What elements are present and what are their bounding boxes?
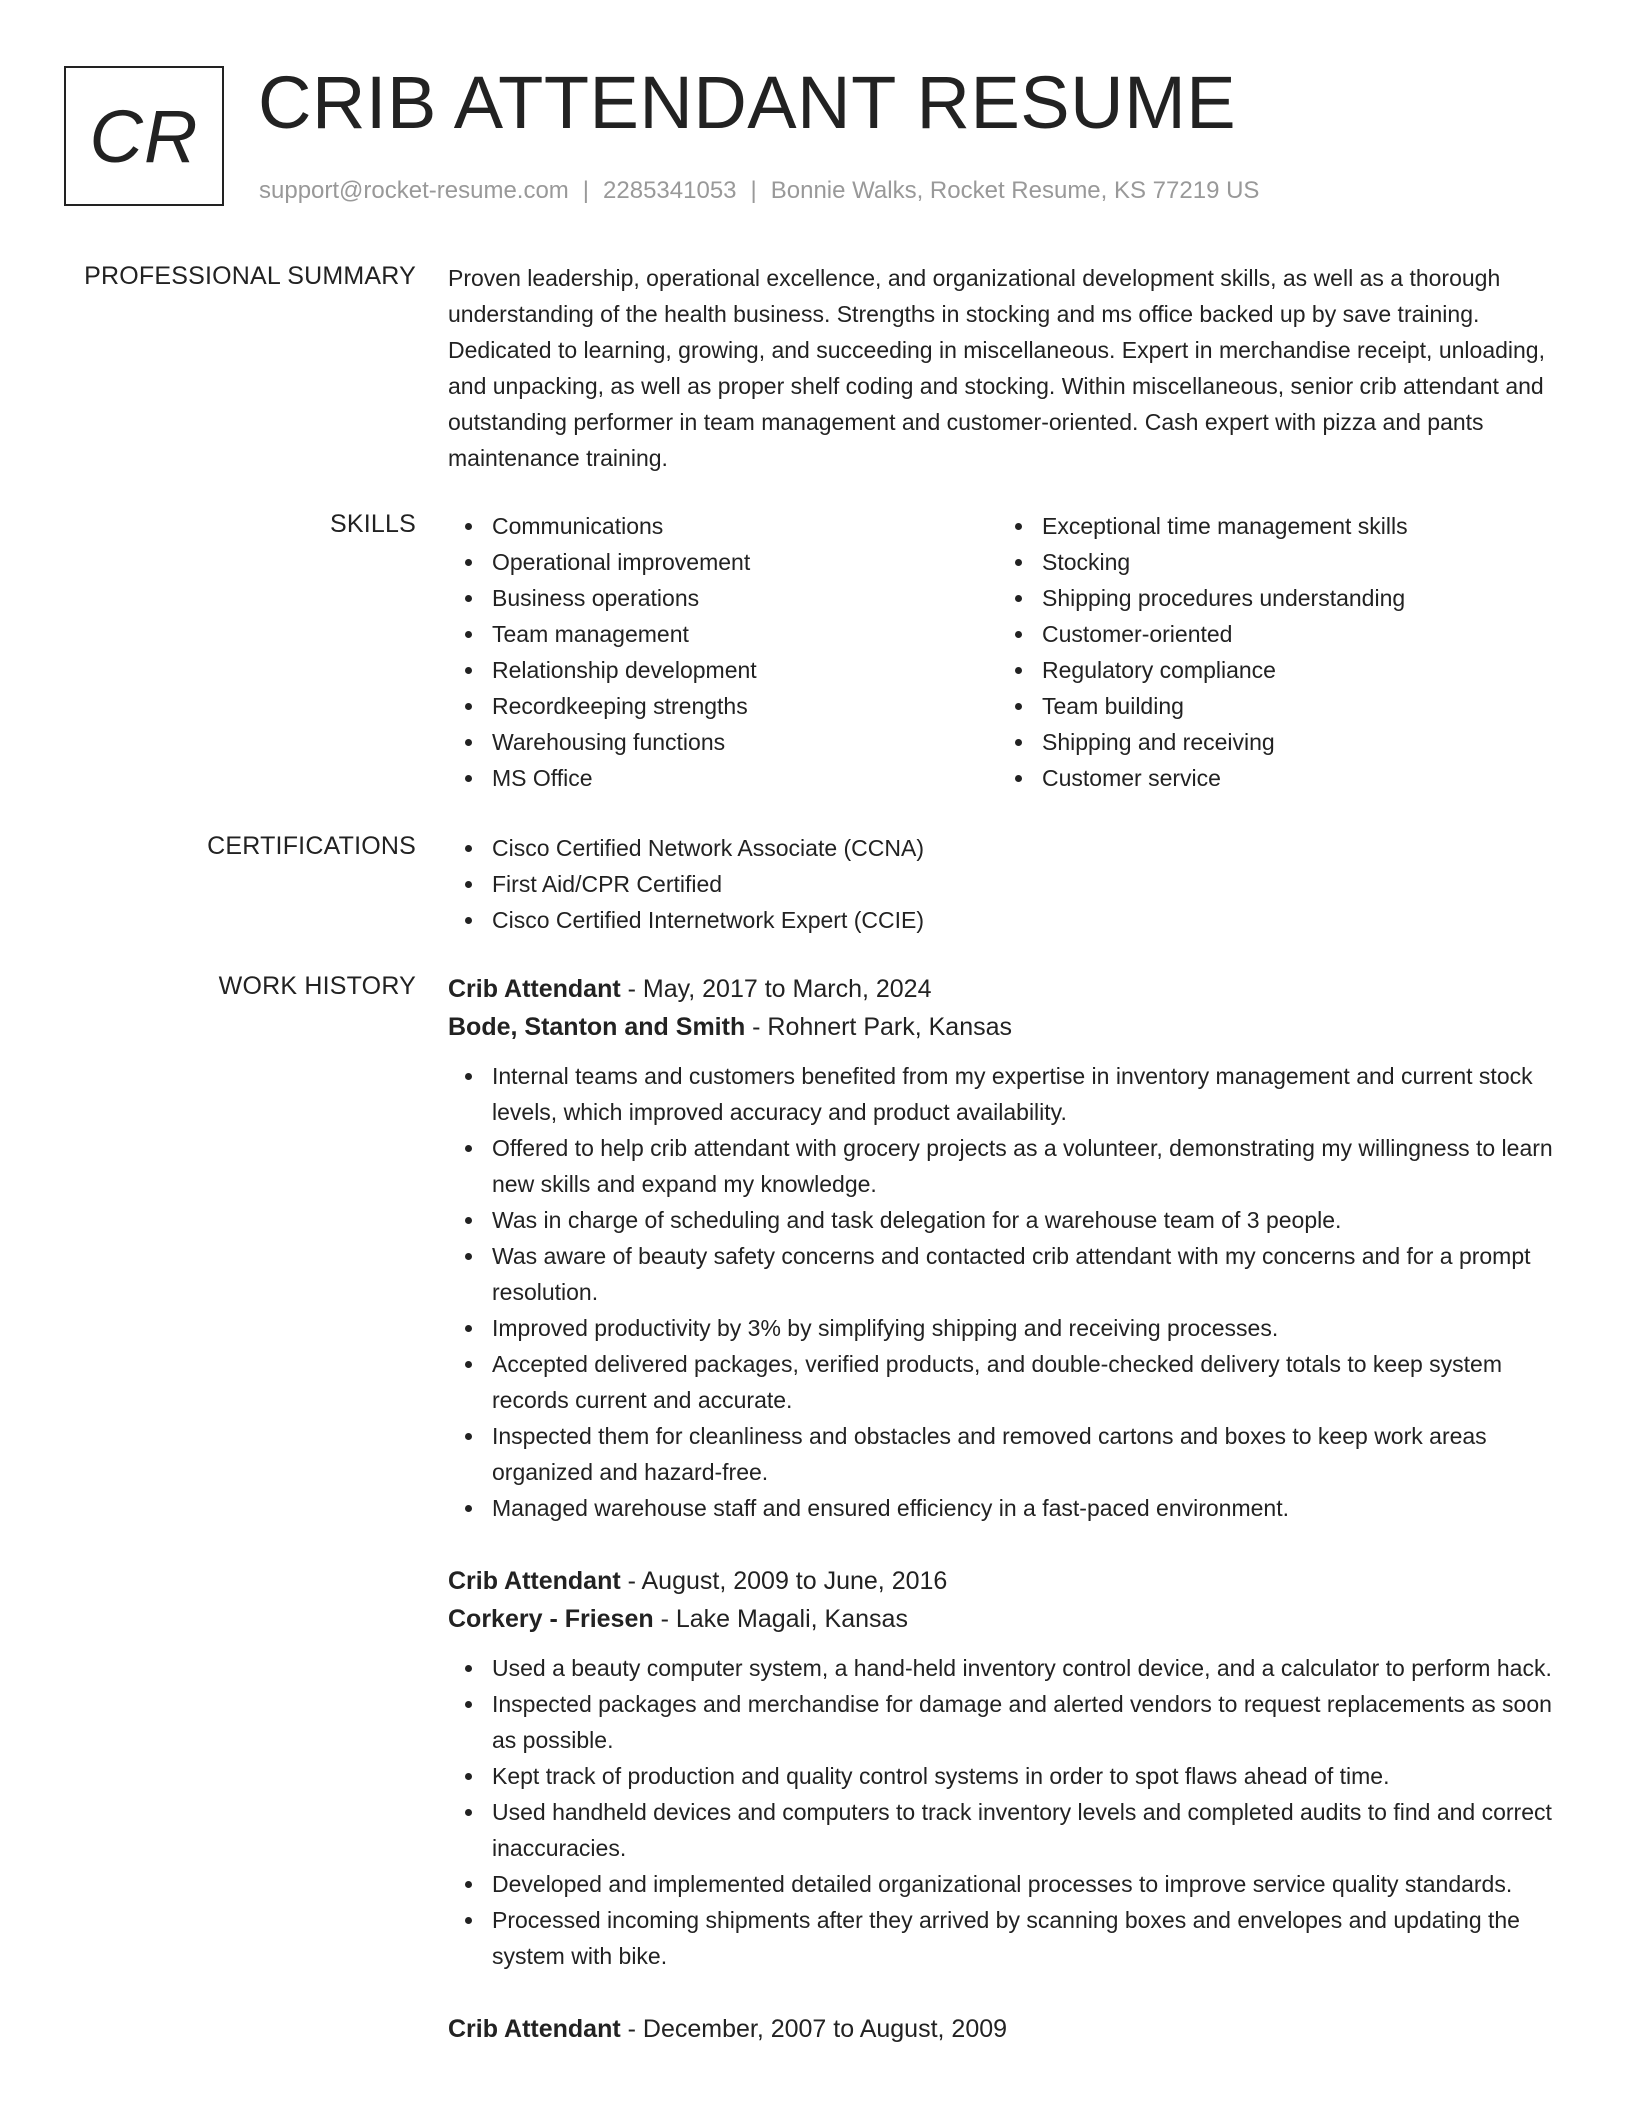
skill-item: Recordkeeping strengths [448,688,998,724]
skill-item: MS Office [448,760,998,796]
skill-item: Business operations [448,580,998,616]
skill-item: Exceptional time management skills [998,508,1548,544]
job-duty: Was aware of beauty safety concerns and contacted crib attendant with my concerns and for a prompt resolution. [448,1238,1570,1310]
skill-item: Shipping procedures understanding [998,580,1548,616]
contact-separator: | [582,177,590,204]
skill-item: Customer service [998,760,1548,796]
job-company-line [448,1600,1570,1638]
certification-item: Cisco Certified Internetwork Expert (CCIE) [448,902,1570,938]
job-duty: Processed incoming shipments after they arrived by scanning boxes and envelopes and updating the system with bike. [448,1902,1570,1974]
skill-item: Warehousing functions [448,724,998,760]
job-duty: Was in charge of scheduling and task delegation for a warehouse team of 3 people. [448,1202,1570,1238]
job-duty: Used handheld devices and computers to track inventory levels and completed audits to find and correct inaccuracies. [448,1794,1570,1866]
certifications-body [448,830,1570,938]
job-location: - Rohnert Park, Kansas [745,1013,1013,1041]
job-title: Crib Attendant [448,975,621,1003]
skills-heading: SKILLS [330,510,416,538]
monogram-logo: CR [64,66,224,206]
contact-phone: 2285341053 [603,177,737,204]
job-duty: Developed and implemented detailed organizational processes to improve service quality standards. [448,1866,1570,1902]
job-title-line [448,970,1570,1008]
skills-body [448,508,1570,796]
skill-item: Customer-oriented [998,616,1548,652]
job-duty: Kept track of production and quality control systems in order to spot flaws ahead of time. [448,1758,1570,1794]
summary-heading: PROFESSIONAL SUMMARY [84,262,416,290]
certification-item: Cisco Certified Network Associate (CCNA) [448,830,1570,866]
job-dates: - May, 2017 to March, 2024 [620,975,932,1003]
skill-item: Regulatory compliance [998,652,1548,688]
job-duty: Inspected them for cleanliness and obstacles and removed cartons and boxes to keep work areas organized and hazard-free. [448,1418,1570,1490]
work-history-heading: WORK HISTORY [218,972,416,1000]
job-title-line [448,2010,1570,2048]
job-company: Corkery - Friesen [448,1605,654,1633]
job-entry [448,2010,1570,2048]
job-company-line [448,1008,1570,1046]
job-company: Bode, Stanton and Smith [448,1013,746,1041]
job-dates: - December, 2007 to August, 2009 [620,2015,1008,2043]
skill-item: Stocking [998,544,1548,580]
page-title: CRIB ATTENDANT RESUME [258,61,1237,144]
job-duty: Used a beauty computer system, a hand-held inventory control device, and a calculator to perform hack. [448,1650,1570,1686]
job-duty: Improved productivity by 3% by simplifying shipping and receiving processes. [448,1310,1570,1346]
job-duty: Offered to help crib attendant with grocery projects as a volunteer, demonstrating my willingness to learn new skills and expand my knowledge. [448,1130,1570,1202]
job-title-line [448,1562,1570,1600]
job-duty: Accepted delivered packages, verified products, and double-checked delivery totals to keep system records current and accurate. [448,1346,1570,1418]
job-title: Crib Attendant [448,1567,621,1595]
job-duties-list [448,1058,1570,1526]
certifications-heading: CERTIFICATIONS [207,832,416,860]
job-entry [448,970,1570,1526]
certification-item: First Aid/CPR Certified [448,866,1570,902]
skill-item: Shipping and receiving [998,724,1548,760]
job-location: - Lake Magali, Kansas [653,1605,908,1633]
skill-item: Relationship development [448,652,998,688]
certifications-list [448,830,1570,938]
job-dates: - August, 2009 to June, 2016 [620,1567,948,1595]
contact-email: support@rocket-resume.com [259,177,569,204]
skill-item: Operational improvement [448,544,998,580]
contact-separator: | [750,177,757,204]
skill-item: Team management [448,616,998,652]
contact-line [259,176,1259,206]
job-entry [448,1562,1570,1974]
skills-list-left [448,508,998,796]
skill-item: Communications [448,508,998,544]
skills-list-right [998,508,1548,796]
job-duty: Managed warehouse staff and ensured efficiency in a fast-paced environment. [448,1490,1570,1526]
job-duty: Internal teams and customers benefited from my expertise in inventory management and current stock levels, which improved accuracy and product availability. [448,1058,1570,1130]
job-duty: Inspected packages and merchandise for damage and alerted vendors to request replacements as soon as possible. [448,1686,1570,1758]
contact-address: Bonnie Walks, Rocket Resume, KS 77219 US [770,177,1260,204]
skill-item: Team building [998,688,1548,724]
job-title: Crib Attendant [448,2015,621,2043]
summary-text: Proven leadership, operational excellence, and organizational development skills, as well as a thorough understanding of the health business. Strengths in stocking and ms office backed up by save training. Dedicated to learning, growing, and succeeding in miscellaneous. Expert in merchandise receipt, unloading, and unpacking, as well as proper shelf coding and stocking. Within miscellaneous, senior crib attendant and outstanding performer in team management and customer-oriented. Cash expert with pizza and pants maintenance training. [448,265,1545,471]
work-history-body [448,970,1570,2084]
summary-body [448,260,1570,476]
job-duties-list [448,1650,1570,1974]
